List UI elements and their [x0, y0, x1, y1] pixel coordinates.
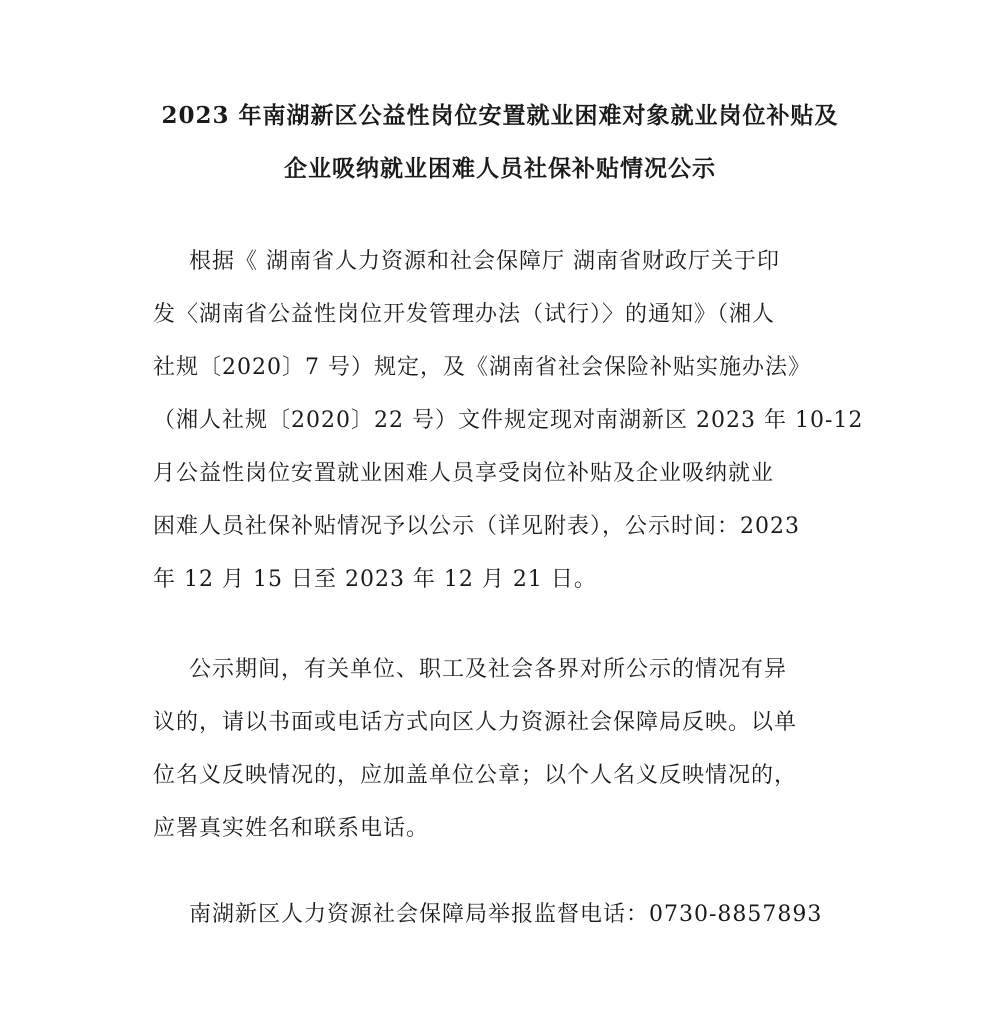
paragraph-1-line-1: 根据《 湖南省人力资源和社会保障厅 湖南省财政厅关于印 — [189, 249, 780, 274]
paragraph-1-line-7: 年 12 月 15 日至 2023 年 12 月 21 日。 — [153, 567, 597, 592]
document-title-line-2: 企业吸纳就业困难人员社保补贴情况公示 — [284, 155, 716, 182]
document-title-line-1: 2023 年南湖新区公益性岗位安置就业困难对象就业岗位补贴及 — [161, 102, 839, 129]
paragraph-1-line-3: 社规〔2020〕7 号）规定，及《湖南省社会保险补贴实施办法》 — [153, 355, 811, 380]
paragraph-1-line-5: 月公益性岗位安置就业困难人员享受岗位补贴及企业吸纳就业 — [153, 461, 775, 486]
paragraph-2-line-2: 议的，请以书面或电话方式向区人力资源社会保障局反映。以单 — [153, 710, 798, 735]
paragraph-1-line-2: 发〈湖南省公益性岗位开发管理办法（试行）〉的通知》（湘人 — [153, 302, 776, 327]
paragraph-2-line-4: 应署真实姓名和联系电话。 — [153, 816, 430, 841]
paragraph-1-line-4: （湘人社规〔2020〕22 号）文件规定现对南湖新区 2023 年 10-12 — [153, 408, 864, 433]
contact-phone-line: 南湖新区人力资源社会保障局举报监督电话：0730-8857893 — [189, 902, 823, 927]
paragraph-1-line-6: 困难人员社保补贴情况予以公示（详见附表），公示时间：2023 — [153, 514, 800, 539]
paragraph-2-line-3: 位名义反映情况的，应加盖单位公章；以个人名义反映情况的， — [153, 763, 798, 788]
paragraph-2-line-1: 公示期间，有关单位、职工及社会各界对所公示的情况有异 — [189, 657, 788, 682]
